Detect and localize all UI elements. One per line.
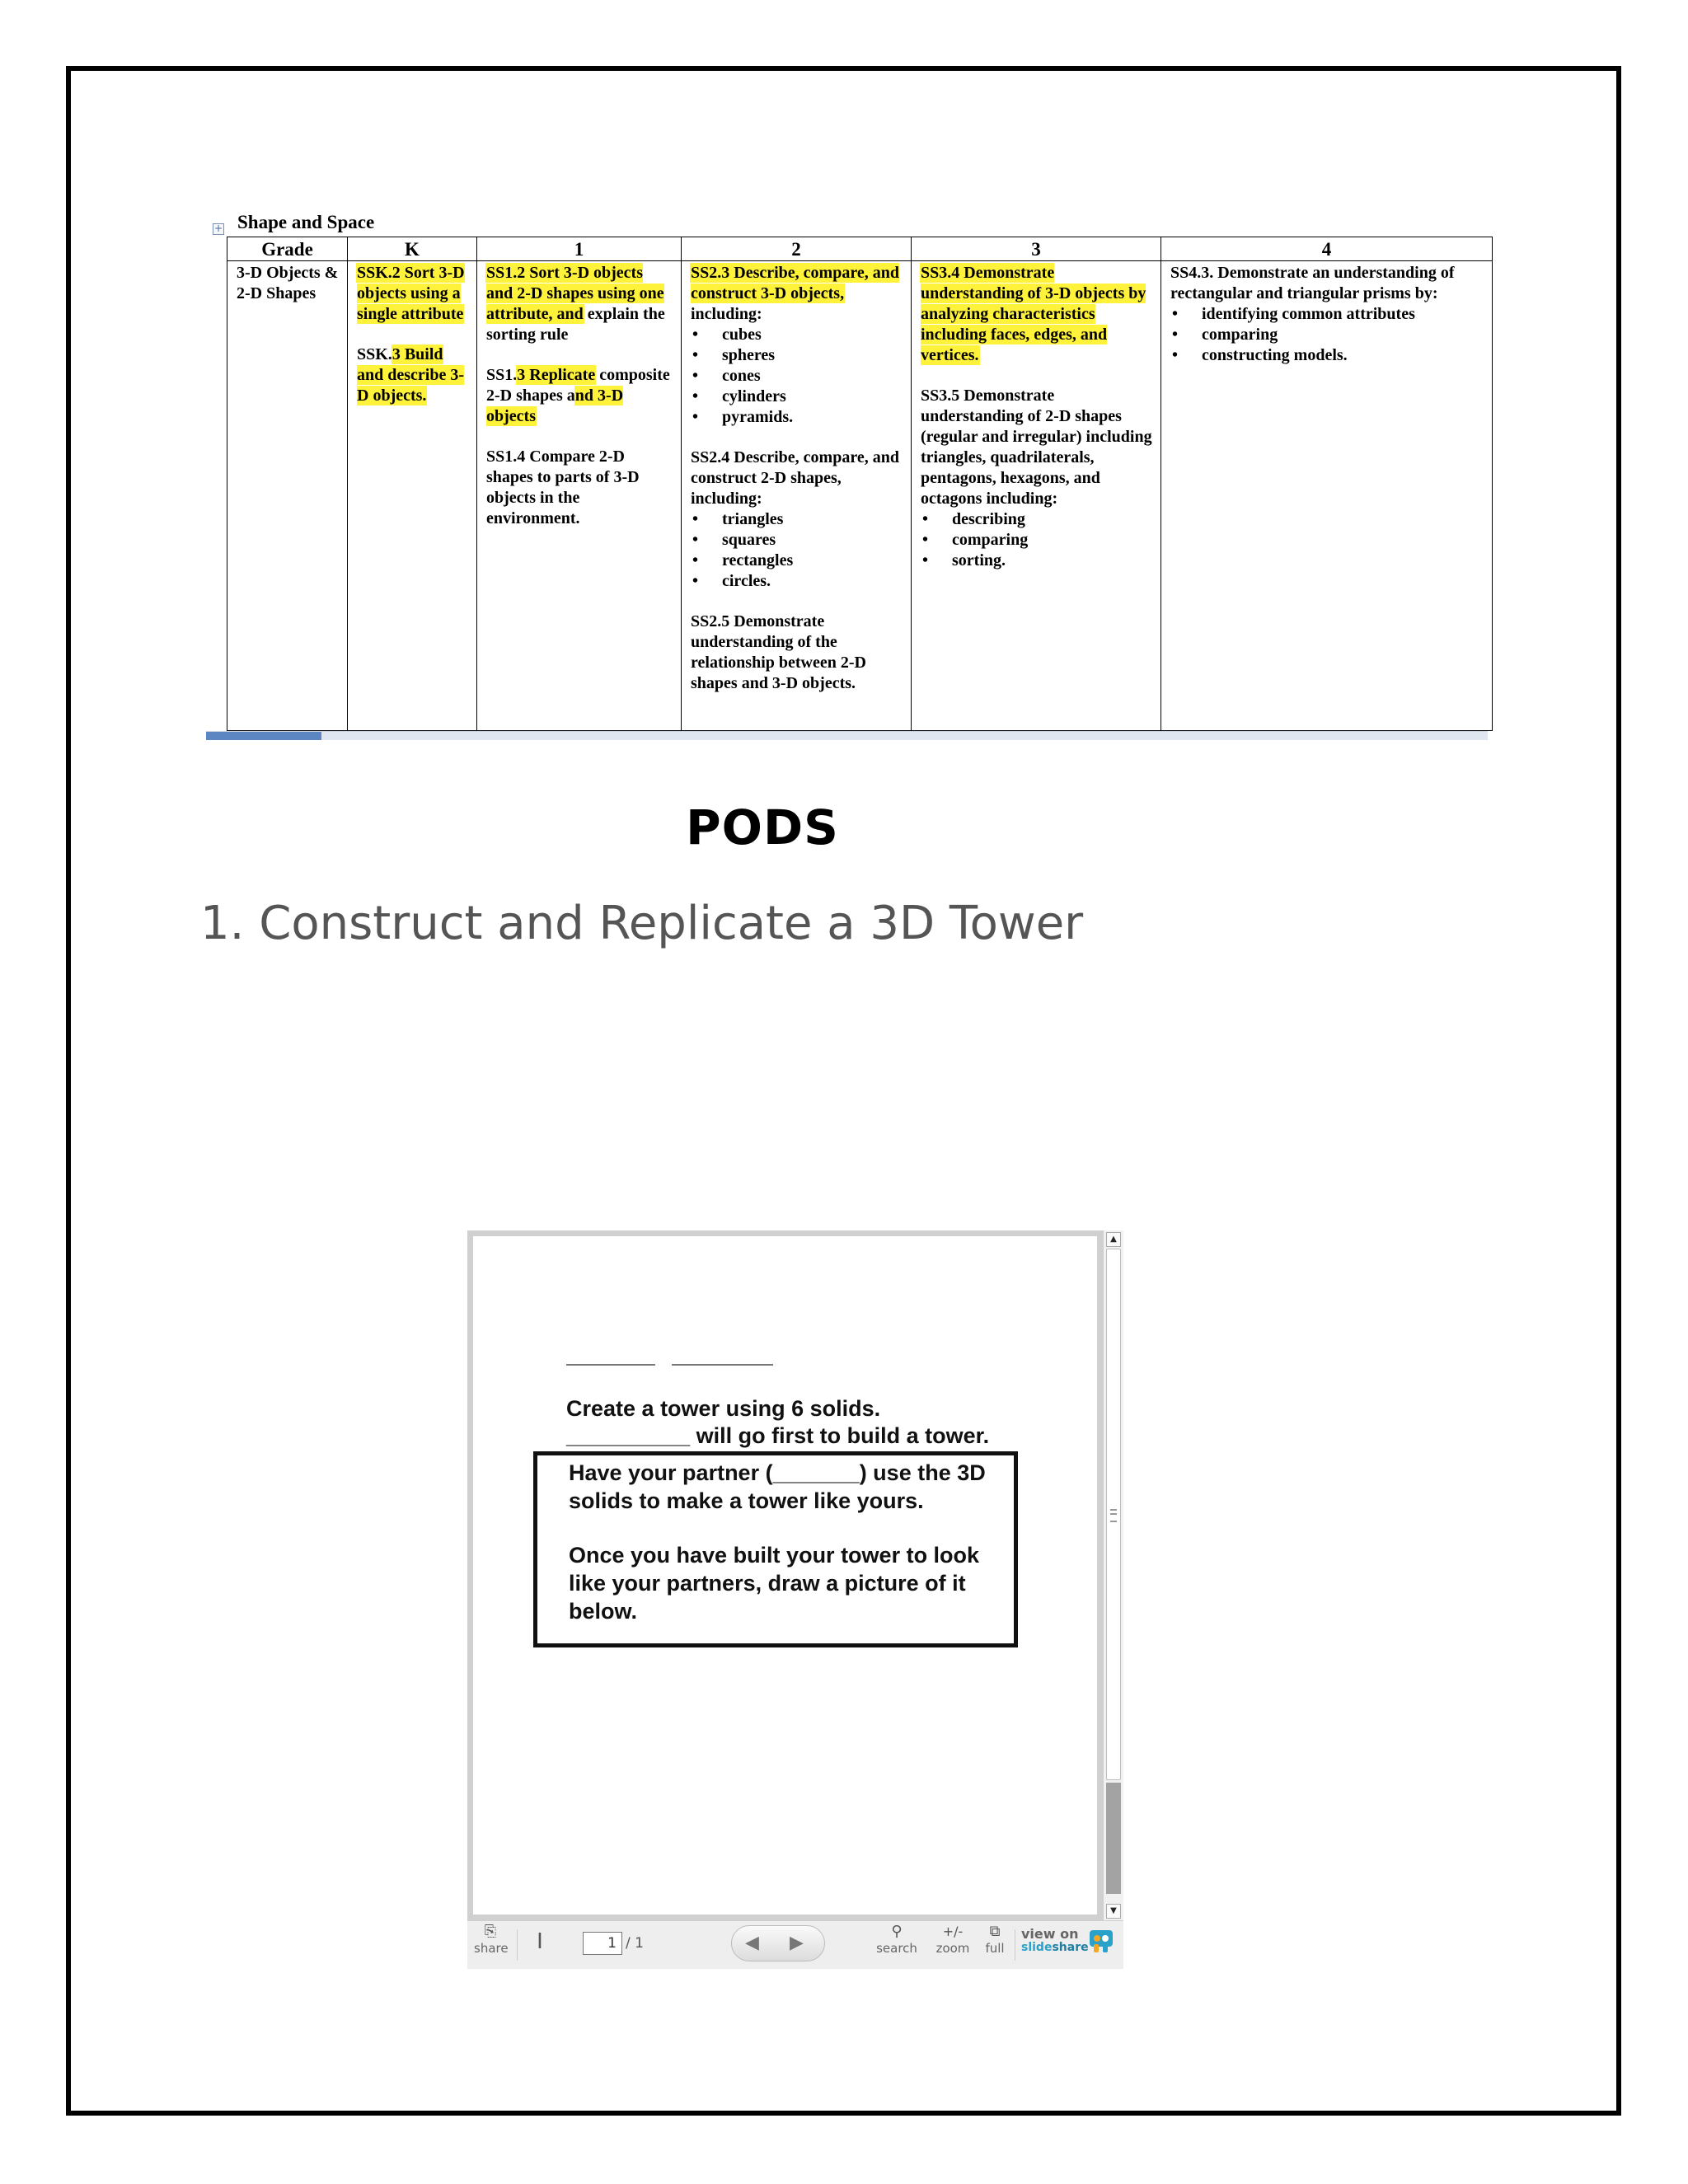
list-item: • cylinders xyxy=(691,387,903,407)
list-item: • circles. xyxy=(691,571,903,592)
text-select-icon[interactable]: I xyxy=(537,1929,543,1954)
table-caption: Shape and Space xyxy=(237,212,375,232)
list-item: • rectangles xyxy=(691,551,903,571)
zoom-button[interactable] xyxy=(934,1923,972,1956)
grip-icon xyxy=(1110,1509,1117,1522)
view-on-slideshare-link[interactable] xyxy=(1021,1928,1118,1954)
share-icon: ⎘ xyxy=(484,1923,497,1940)
header-grade: Grade xyxy=(227,237,348,261)
header-grade-2: 2 xyxy=(682,237,912,261)
brand-prefix: slide xyxy=(1021,1941,1053,1954)
list-item: • identifying common attributes xyxy=(1170,304,1484,325)
list-item: • cones xyxy=(691,366,903,387)
name-blank-1 xyxy=(566,1364,655,1366)
instruction-box-text-1: Have your partner (_______) use the 3D solids to make a tower like yours. xyxy=(569,1460,986,1513)
slideshare-logo-icon xyxy=(1089,1929,1114,1954)
outcome-ss1-3: 3 Replicate xyxy=(517,366,596,384)
curriculum-table xyxy=(227,237,1493,731)
list-item: • sorting. xyxy=(921,551,1152,571)
name-blank-2 xyxy=(672,1364,773,1366)
curriculum-table-region xyxy=(206,210,1492,742)
outcome-ss2-4: SS2.4 Describe, compare, and construct 2-D shapes, including: xyxy=(691,448,899,508)
list-item: • describing xyxy=(921,509,1152,530)
ss2-3-list xyxy=(691,325,903,428)
search-icon: ⚲ xyxy=(891,1923,903,1940)
page-number-input[interactable]: 1 xyxy=(583,1932,622,1955)
fullscreen-icon: ⧉ xyxy=(989,1923,1001,1940)
outcome-ss2-3: SS2.3 Describe, compare, and construct 3-D objects, xyxy=(691,264,899,302)
instruction-box xyxy=(533,1451,1018,1647)
outcome-ss1-2-rest: explain the sorting rule xyxy=(486,305,665,344)
ss4-3-list xyxy=(1170,304,1484,366)
outcome-ss2-3-rest: including: xyxy=(691,305,762,323)
outcome-ss3-5: SS3.5 Demonstrate understanding of 2-D shapes (regular and irregular) including triangles, quadrilaterals, pentagons, hexagons, and octagons including: xyxy=(921,387,1152,508)
slideshare-viewer xyxy=(467,1230,1123,1968)
header-k: K xyxy=(348,237,477,261)
header-grade-1: 1 xyxy=(477,237,682,261)
row-label: 3-D Objects & 2-D Shapes xyxy=(237,264,339,302)
list-item: • pyramids. xyxy=(691,407,903,428)
cell-grade-2 xyxy=(682,261,912,731)
ss2-4-list xyxy=(691,509,903,592)
fullscreen-button[interactable] xyxy=(978,1923,1011,1956)
list-item: • comparing xyxy=(921,530,1152,551)
list-item: • comparing xyxy=(1170,325,1484,345)
zoom-label: zoom xyxy=(935,1941,970,1956)
zoom-icon: +/- xyxy=(942,1924,964,1939)
brand-suffix: share xyxy=(1052,1941,1089,1954)
outcome-ss1-3-end: nd 3-D objects xyxy=(486,387,624,425)
list-item: • squares xyxy=(691,530,903,551)
search-button[interactable] xyxy=(873,1923,921,1956)
header-grade-3: 3 xyxy=(912,237,1161,261)
viewer-scroll-thumb[interactable] xyxy=(1106,1249,1121,1780)
scroll-down-icon[interactable]: ▼ xyxy=(1106,1904,1121,1919)
share-label: share xyxy=(474,1941,509,1956)
cell-k xyxy=(348,261,477,731)
next-page-icon[interactable]: ▶ xyxy=(790,1933,804,1953)
pods-title: PODS xyxy=(686,799,839,855)
table-expand-icon[interactable]: + xyxy=(213,223,223,234)
outcome-ssk2: SSK.2 Sort 3-D objects using a single attribute xyxy=(357,264,465,323)
viewer-vertical-scrollbar[interactable] xyxy=(1103,1230,1123,1920)
table-horizontal-scrollbar[interactable] xyxy=(206,731,1488,740)
list-item: • triangles xyxy=(691,509,903,530)
list-item: • spheres xyxy=(691,345,903,366)
outcome-ss4-3: SS4.3. Demonstrate an understanding of rectangular and triangular prisms by: xyxy=(1170,264,1455,302)
instruction-box-text-2: Once you have built your tower to look like your partners, draw a picture of it below. xyxy=(569,1543,980,1624)
outcome-ss2-5: SS2.5 Demonstrate understanding of the relationship between 2-D shapes and 3-D objects. xyxy=(691,612,866,692)
page-nav-control xyxy=(731,1925,825,1961)
outcome-ssk3-prefix: SSK. xyxy=(357,345,392,363)
header-grade-4: 4 xyxy=(1161,237,1493,261)
slide-instruction-2: __________ will go first to build a tower. xyxy=(566,1423,990,1448)
cell-grade-3 xyxy=(912,261,1161,731)
scroll-up-icon[interactable]: ▲ xyxy=(1106,1232,1121,1247)
list-item: • constructing models. xyxy=(1170,345,1484,366)
outcome-ss1-2: SS1.2 Sort 3-D objects and 2-D shapes using one attribute, and xyxy=(486,264,664,323)
share-button[interactable] xyxy=(474,1923,507,1956)
prev-page-icon[interactable]: ◀ xyxy=(745,1933,759,1953)
view-on-label: view on xyxy=(1021,1926,1079,1942)
outcome-ss3-4: SS3.4 Demonstrate understanding of 3-D objects by analyzing characteristics including faces, edges, and vertices. xyxy=(921,264,1146,364)
search-label: search xyxy=(876,1941,917,1956)
fullscreen-label: full xyxy=(985,1941,1005,1956)
activity-title: 1. Construct and Replicate a 3D Tower xyxy=(200,897,1084,950)
list-item: • cubes xyxy=(691,325,903,345)
outcome-ss1-4: SS1.4 Compare 2-D shapes to parts of 3-D objects in the environment. xyxy=(486,448,640,527)
scroll-track xyxy=(1106,1783,1121,1894)
ss3-5-list xyxy=(921,509,1152,571)
table-scroll-thumb[interactable] xyxy=(206,732,321,740)
viewer-toolbar xyxy=(467,1920,1123,1969)
row-label-cell xyxy=(227,261,348,731)
cell-grade-1 xyxy=(477,261,682,731)
outcome-ss1-3-prefix: SS1. xyxy=(486,366,518,384)
slide-instruction-1: Create a tower using 6 solids. xyxy=(566,1396,881,1421)
outcome-ss1-3-a: a xyxy=(566,387,575,405)
outcome-ssk3: 3 Build and describe 3-D objects. xyxy=(357,345,464,405)
slide-page xyxy=(467,1230,1103,1920)
cell-grade-4 xyxy=(1161,261,1493,731)
page-total: / 1 xyxy=(626,1935,644,1952)
toolbar-divider xyxy=(517,1929,518,1961)
outcome-ss1-3-mid: composite 2-D shapes xyxy=(486,366,670,405)
